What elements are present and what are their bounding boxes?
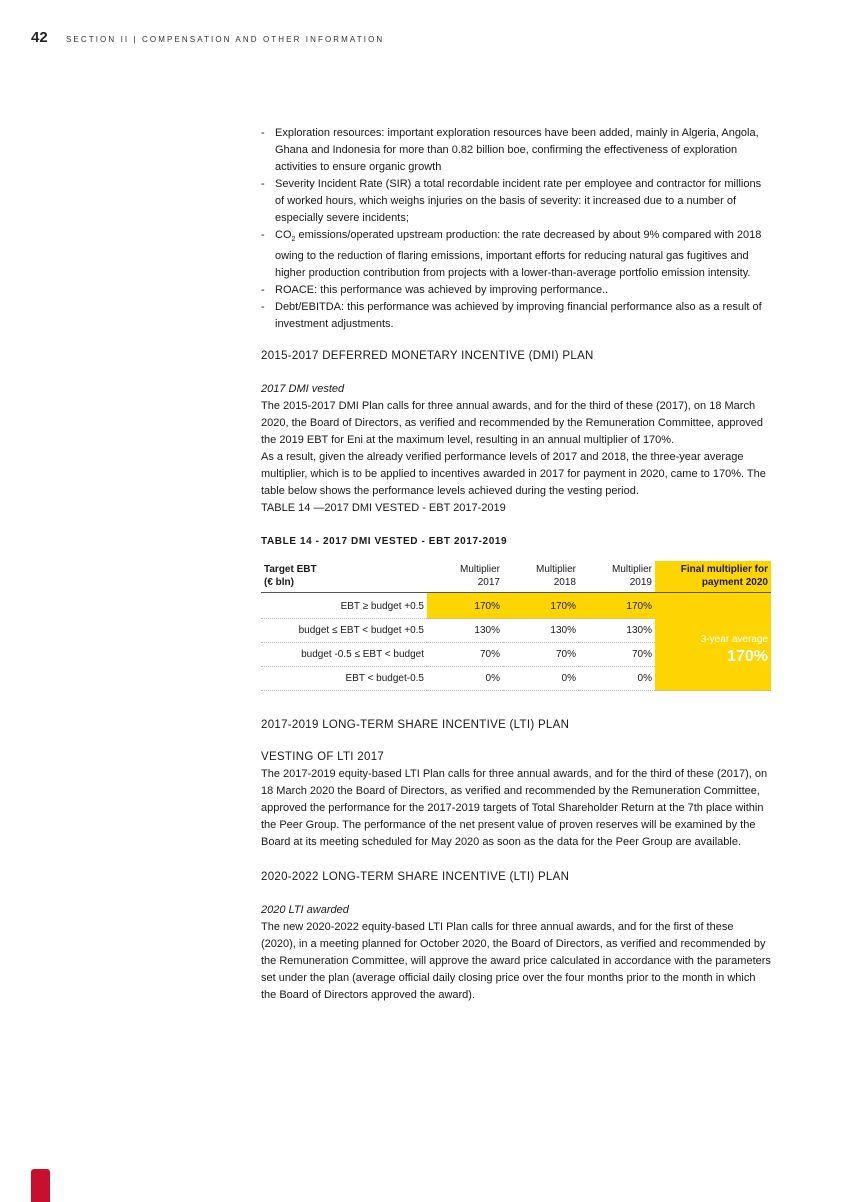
page-number: 42 bbox=[31, 29, 48, 46]
main-content bbox=[261, 125, 771, 1004]
header-multiplier-2019: Multiplier 2019 bbox=[579, 561, 655, 593]
bullet-co2 bbox=[261, 227, 771, 282]
cell-2019: 0% bbox=[579, 667, 655, 691]
table-row bbox=[261, 593, 771, 619]
lti-2020-paragraph: The new 2020-2022 equity-based LTI Plan calls for three annual awards, and for the first of these (2020), in a meeting planned for October 2020, the Board of Directors, as verified and recommended by the Remuneration Committee, will approve the award price calculated in accordance with the parameters set under the plan (average official daily closing price over the four months prior to the month in which the Board of Directors approved the award). bbox=[261, 921, 771, 1002]
results-bullet-list bbox=[261, 125, 771, 333]
co2-prefix: CO bbox=[275, 229, 292, 241]
final-multiplier-cell bbox=[655, 593, 771, 691]
header-target-ebt: Target EBT (€ bln) bbox=[261, 561, 427, 593]
bullet-sir: - Severity Incident Rate (SIR) a total recordable incident rate per employee and contractor for millions of worked hours, which weighs injuries on the basis of severity: it increased due to a number of especially severe incidents; bbox=[261, 176, 771, 227]
table-header-row bbox=[261, 561, 771, 593]
cell-2017: 130% bbox=[427, 619, 503, 643]
bullet-roace: - ROACE: this performance was achieved by improving performance.. bbox=[261, 282, 771, 299]
lti-heading: 2017-2019 LONG-TERM SHARE INCENTIVE (LTI) PLAN bbox=[261, 719, 570, 732]
row-label: budget ≤ EBT < budget +0.5 bbox=[261, 619, 427, 643]
lti-vesting-subheading: VESTING OF LTI 2017 bbox=[261, 751, 385, 764]
cell-2019: 70% bbox=[579, 643, 655, 667]
cell-2018: 130% bbox=[503, 619, 579, 643]
section-tab-marker bbox=[31, 1169, 50, 1202]
co2-text: emissions/operated upstream production: the rate decreased by about 9% compared with 2018 owing to the reduction of flaring emissions, important efforts for reducing natural gas fugitives and higher production contribution from projects with a lower-than-average portfolio emission intensity. bbox=[275, 229, 762, 280]
lti-2020-subheading: 2020 LTI awarded bbox=[261, 904, 349, 917]
cell-2017: 170% bbox=[427, 593, 503, 619]
dmi-subheading: 2017 DMI vested bbox=[261, 383, 345, 396]
header-final-multiplier: Final multiplier for payment 2020 bbox=[655, 561, 771, 593]
row-label: EBT < budget-0.5 bbox=[261, 667, 427, 691]
lti-paragraph: The 2017-2019 equity-based LTI Plan calls for three annual awards, and for the third of these (2017), on 18 March 2020 the Board of Directors, as verified and recommended by the Remuneration Committee, approved the performance for the 2017-2019 targets of Total Shareholder Return at the 7th place within the Peer Group. The performance of the net present value of proven reserves will be examined by the Board at its meeting scheduled for May 2020 as soon as the data for the Peer Group are available. bbox=[261, 768, 768, 849]
cell-2019: 170% bbox=[579, 593, 655, 619]
row-label: budget -0.5 ≤ EBT < budget bbox=[261, 643, 427, 667]
cell-2017: 0% bbox=[427, 667, 503, 691]
cell-2019: 130% bbox=[579, 619, 655, 643]
row-label: EBT ≥ budget +0.5 bbox=[261, 593, 427, 619]
final-average-label: 3-year average bbox=[700, 633, 768, 645]
dmi-paragraph-2: As a result, given the already verified performance levels of 2017 and 2018, the three-year average multiplier, which is to be applied to incentives awarded in 2017 for payment in 2020, came to 170%. The table below shows the performance levels achieved during the vesting period. bbox=[261, 451, 766, 498]
header-multiplier-2018: Multiplier 2018 bbox=[503, 561, 579, 593]
dmi-table-reference: TABLE 14 —2017 DMI VESTED - EBT 2017-2019 bbox=[261, 502, 506, 515]
cell-2018: 70% bbox=[503, 643, 579, 667]
cell-2017: 70% bbox=[427, 643, 503, 667]
final-average-value: 170% bbox=[727, 647, 768, 665]
lti-2020-heading: 2020-2022 LONG-TERM SHARE INCENTIVE (LTI) PLAN bbox=[261, 871, 570, 884]
co2-subscript: 2 bbox=[291, 236, 296, 244]
header-multiplier-2017: Multiplier 2017 bbox=[427, 561, 503, 593]
section-header: SECTION II | COMPENSATION AND OTHER INFORMATION bbox=[66, 35, 385, 44]
table-title: TABLE 14 - 2017 DMI VESTED - EBT 2017-2019 bbox=[261, 536, 508, 548]
dmi-heading: 2015-2017 DEFERRED MONETARY INCENTIVE (DMI) PLAN bbox=[261, 350, 594, 363]
cell-2018: 0% bbox=[503, 667, 579, 691]
dmi-paragraph-1: The 2015-2017 DMI Plan calls for three annual awards, and for the third of these (2017), on 18 March 2020, the Board of Directors, as verified and recommended by the Remuneration Committee, approved the 2019 EBT for Eni at the maximum level, resulting in an annual multiplier of 170%. bbox=[261, 400, 763, 447]
dmi-performance-table bbox=[261, 561, 771, 691]
bullet-debt-ebitda: - Debt/EBITDA: this performance was achieved by improving financial performance also as a result of investment adjustments. bbox=[261, 299, 771, 333]
bullet-exploration: - Exploration resources: important exploration resources have been added, mainly in Algeria, Angola, Ghana and Indonesia for more than 0.82 billion boe, confirming the effectiveness of exploration activities to ensure organic growth bbox=[261, 125, 771, 176]
cell-2018: 170% bbox=[503, 593, 579, 619]
